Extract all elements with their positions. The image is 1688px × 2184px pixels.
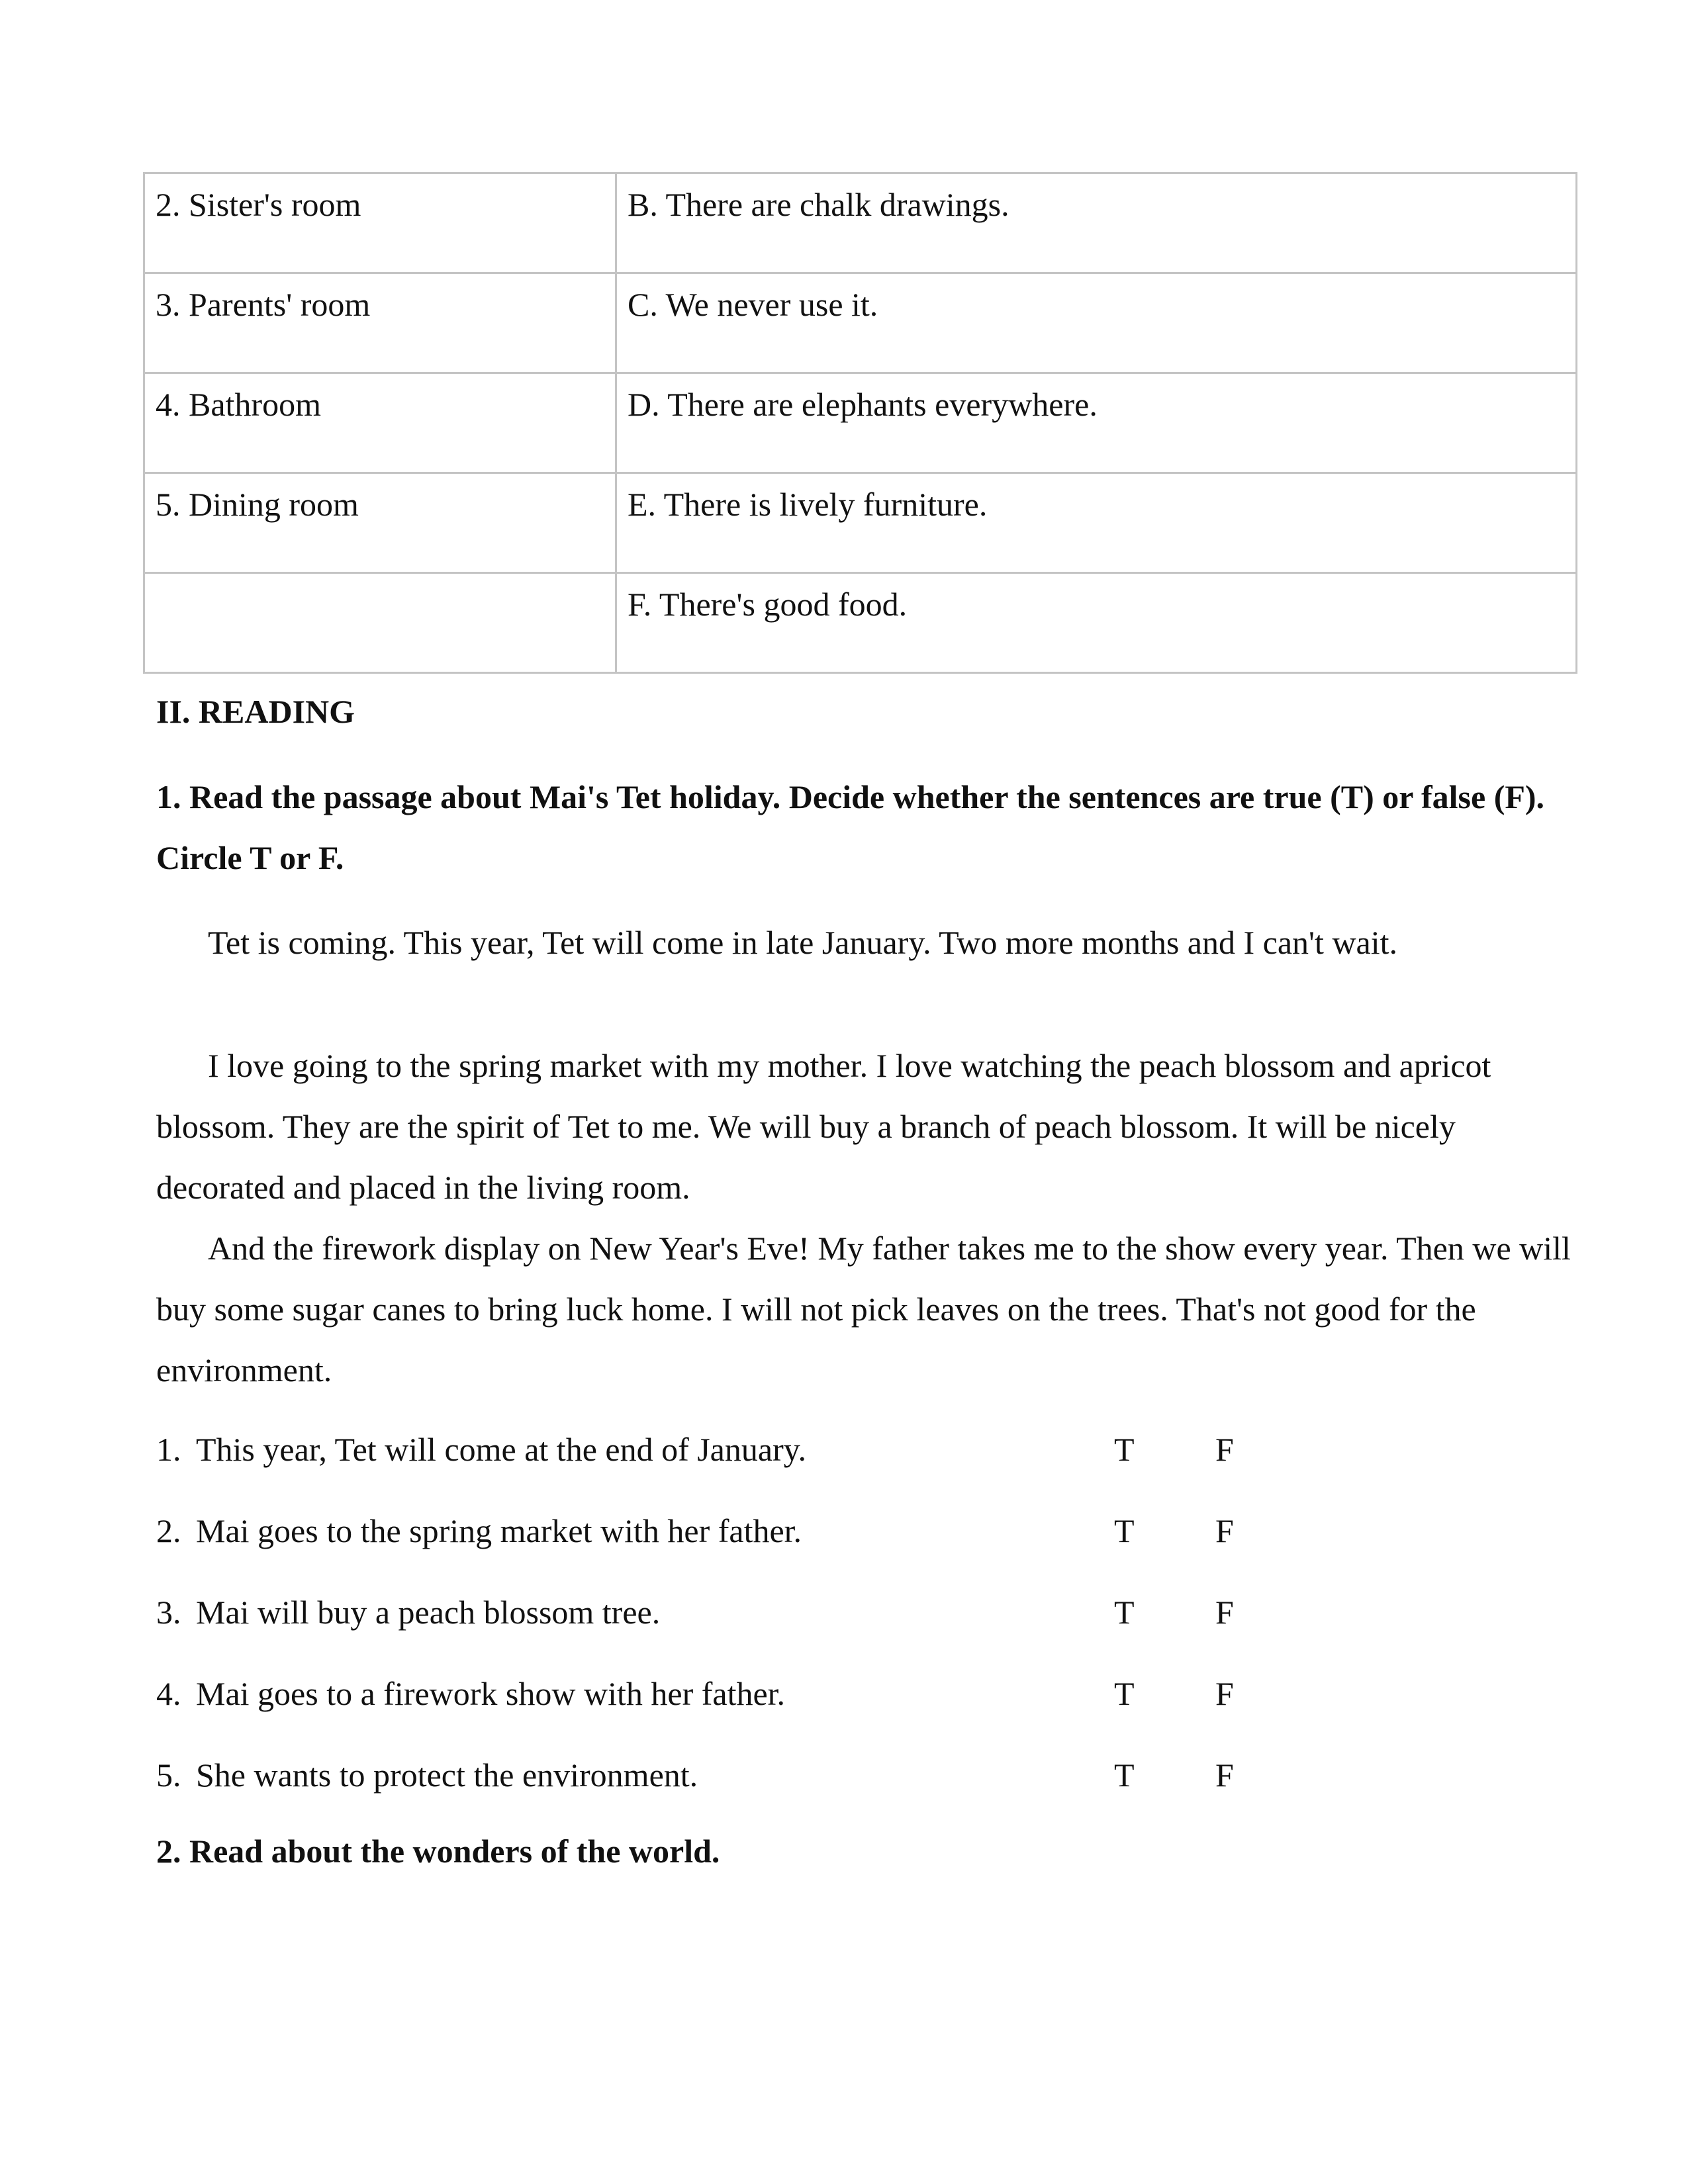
question-number: 2. [156,1512,181,1549]
table-row [144,173,1577,273]
passage-paragraph: I love going to the spring market with my mother. I love watching the peach blossom and apricot blossom. They are the spirit of Tet to me. We will buy a branch of peach blossom. It will be nicely decorated and placed in the living room. [156,1047,1491,1206]
table-row [144,473,1577,573]
table-row [144,273,1577,373]
section-heading: II. READING [156,693,355,730]
matching-table [143,172,1577,674]
true-option[interactable]: T [1114,1756,1135,1794]
false-option[interactable]: F [1215,1512,1234,1549]
question-number: 4. [156,1675,181,1712]
question-text: Mai goes to the spring market with her father. [196,1512,802,1549]
question-text: Mai goes to a firework show with her father. [196,1675,786,1712]
room-cell: 3. Parents' room [144,273,616,373]
true-option[interactable]: T [1114,1675,1135,1712]
false-option[interactable]: F [1215,1675,1234,1712]
true-option[interactable]: T [1114,1594,1135,1631]
exercise-instruction: 1. Read the passage about Mai's Tet holiday. Decide whether the sentences are true (T) or false (F). Circle T or F. [156,778,1545,876]
question-item [156,1749,1282,1830]
question-item [156,1423,1282,1504]
question-item [156,1586,1282,1667]
question-text: This year, Tet will come at the end of January. [196,1431,806,1468]
question-number: 1. [156,1431,181,1468]
true-false-questions [156,1423,1282,1830]
next-exercise-heading: 2. Read about the wonders of the world. [156,1833,720,1870]
question-number: 3. [156,1594,181,1631]
room-cell: 2. Sister's room [144,173,616,273]
room-cell: 5. Dining room [144,473,616,573]
question-text: She wants to protect the environment. [196,1756,698,1794]
table-row [144,573,1577,673]
question-number: 5. [156,1756,181,1794]
true-option[interactable]: T [1114,1431,1135,1468]
room-cell-empty [144,573,616,673]
question-item [156,1667,1282,1749]
question-item [156,1504,1282,1586]
passage-paragraph: Tet is coming. This year, Tet will come in late January. Two more months and I can't wait. [208,924,1398,961]
true-option[interactable]: T [1114,1512,1135,1549]
false-option[interactable]: F [1215,1594,1234,1631]
description-cell: E. There is lively furniture. [616,473,1577,573]
false-option[interactable]: F [1215,1431,1234,1468]
question-text: Mai will buy a peach blossom tree. [196,1594,661,1631]
description-cell: C. We never use it. [616,273,1577,373]
description-cell: B. There are chalk drawings. [616,173,1577,273]
table-row [144,373,1577,473]
passage-paragraph: And the firework display on New Year's Eve! My father takes me to the show every year. Then we will buy some sugar canes to bring luck home. I will not pick leaves on the trees. That's not good for the environment. [156,1230,1571,1388]
room-cell: 4. Bathroom [144,373,616,473]
description-cell: D. There are elephants everywhere. [616,373,1577,473]
description-cell: F. There's good food. [616,573,1577,673]
false-option[interactable]: F [1215,1756,1234,1794]
